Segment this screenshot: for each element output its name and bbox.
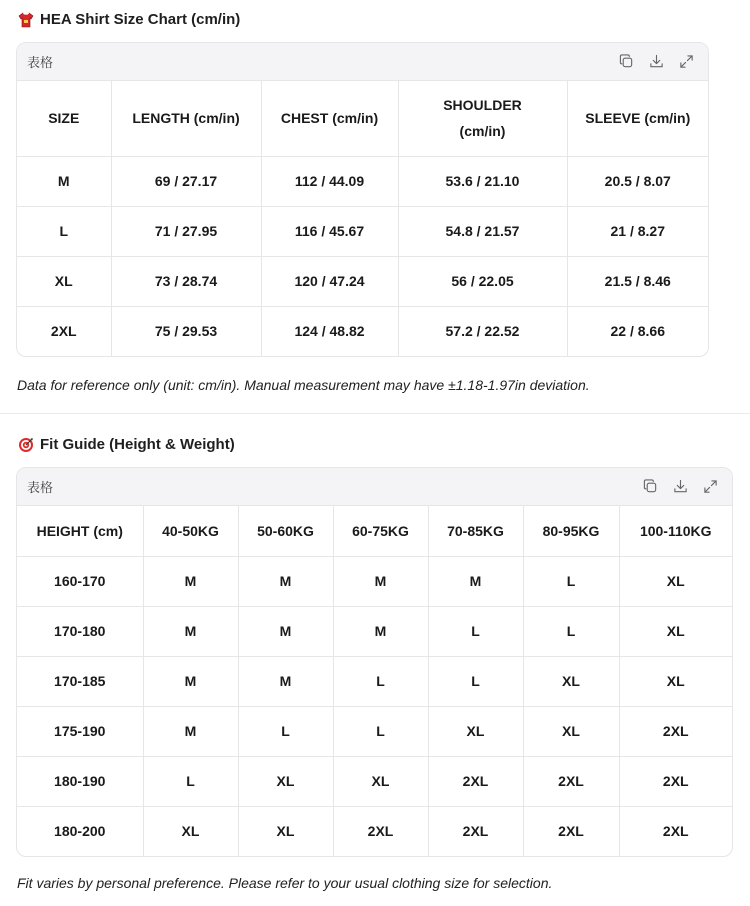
download-icon[interactable]	[672, 479, 688, 495]
column-header: 60-75KG	[333, 506, 428, 556]
size-chart-table	[17, 81, 708, 356]
table-header-row	[17, 506, 732, 556]
column-header: SLEEVE (cm/in)	[567, 81, 708, 156]
column-header: SIZE	[17, 81, 111, 156]
section-divider	[0, 413, 750, 414]
table-cell: 21.5 / 8.46	[567, 256, 708, 306]
table-cell: 2XL	[523, 806, 619, 856]
table-row	[17, 306, 708, 356]
table-row	[17, 256, 708, 306]
table-cell: XL	[143, 806, 238, 856]
table-cell: L	[523, 556, 619, 606]
table-cell: M	[143, 656, 238, 706]
table-cell: 2XL	[428, 756, 523, 806]
fit-guide-table	[17, 506, 732, 856]
column-header: 50-60KG	[238, 506, 333, 556]
column-header: HEIGHT (cm)	[17, 506, 143, 556]
table-cell: L	[333, 656, 428, 706]
table-row	[17, 756, 732, 806]
table-row	[17, 606, 732, 656]
table-cell: M	[428, 556, 523, 606]
table-cell: M	[143, 606, 238, 656]
table-cell: L	[523, 606, 619, 656]
table-cell: 180-200	[17, 806, 143, 856]
table-row	[17, 556, 732, 606]
table-cell: XL	[238, 806, 333, 856]
table-cell: L	[238, 706, 333, 756]
fit-guide-card	[16, 467, 733, 857]
table-cell: M	[238, 606, 333, 656]
table-cell: 2XL	[619, 706, 732, 756]
table-cell: 75 / 29.53	[111, 306, 261, 356]
table-cell: XL	[619, 656, 732, 706]
table-cell: 124 / 48.82	[261, 306, 398, 356]
table-cell: M	[17, 156, 111, 206]
table-cell: L	[428, 656, 523, 706]
column-header: CHEST (cm/in)	[261, 81, 398, 156]
table-cell: 20.5 / 8.07	[567, 156, 708, 206]
table-cell: XL	[238, 756, 333, 806]
table-cell: 170-185	[17, 656, 143, 706]
table-cell: L	[428, 606, 523, 656]
table-cell: XL	[619, 556, 732, 606]
table-cell: XL	[428, 706, 523, 756]
column-header: 40-50KG	[143, 506, 238, 556]
table-cell: L	[143, 756, 238, 806]
table-cell: L	[333, 706, 428, 756]
fit-guide-heading	[18, 436, 235, 453]
copy-icon[interactable]	[618, 54, 634, 70]
table-header-row	[17, 81, 708, 156]
table-cell: 53.6 / 21.10	[398, 156, 567, 206]
table-cell: 120 / 47.24	[261, 256, 398, 306]
download-icon[interactable]	[648, 54, 664, 70]
table-cell: 112 / 44.09	[261, 156, 398, 206]
column-header: LENGTH (cm/in)	[111, 81, 261, 156]
table-cell: 56 / 22.05	[398, 256, 567, 306]
table-cell: 57.2 / 22.52	[398, 306, 567, 356]
column-header-text: SHOULDER (cm/in)	[443, 97, 522, 140]
size-chart-heading	[18, 11, 240, 28]
column-header	[398, 81, 567, 156]
table-cell: 2XL	[17, 306, 111, 356]
table-cell: 73 / 28.74	[111, 256, 261, 306]
table-cell: 2XL	[333, 806, 428, 856]
shirt-icon	[18, 12, 34, 28]
table-cell: 69 / 27.17	[111, 156, 261, 206]
table-row	[17, 706, 732, 756]
table-cell: XL	[523, 706, 619, 756]
table-cell: 71 / 27.95	[111, 206, 261, 256]
table-cell: M	[238, 656, 333, 706]
table-cell: XL	[523, 656, 619, 706]
table-cell: 21 / 8.27	[567, 206, 708, 256]
table-cell: M	[143, 706, 238, 756]
table-cell: 22 / 8.66	[610, 323, 665, 340]
size-chart-title: HEA Shirt Size Chart (cm/in)	[40, 11, 241, 28]
fit-guide-toolbar	[17, 468, 732, 506]
fit-guide-note: Fit varies by personal preference. Please refer to your usual clothing size for selection.	[17, 875, 553, 891]
table-cell: M	[143, 556, 238, 606]
size-chart-note: Data for reference only (unit: cm/in). Manual measurement may have ±1.18-1.97in deviation.	[17, 377, 590, 393]
size-chart-toolbar	[17, 43, 708, 81]
table-label: 表格	[27, 481, 54, 496]
table-cell: M	[333, 556, 428, 606]
table-cell: 160-170	[17, 556, 143, 606]
fit-guide-title: Fit Guide (Height & Weight)	[40, 436, 235, 453]
table-row	[17, 156, 708, 206]
table-label: 表格	[27, 56, 54, 71]
table-row	[17, 206, 708, 256]
column-header: 80-95KG	[523, 506, 619, 556]
table-cell: XL	[619, 606, 732, 656]
size-chart-card	[16, 42, 709, 357]
table-cell: M	[238, 556, 333, 606]
table-row	[17, 656, 732, 706]
table-cell: 175-190	[17, 706, 143, 756]
table-cell: M	[333, 606, 428, 656]
toolbar-actions	[618, 54, 694, 70]
expand-icon[interactable]	[702, 479, 718, 495]
table-cell: 170-180	[17, 606, 143, 656]
table-cell: 180-190	[17, 756, 143, 806]
table-cell: 2XL	[619, 756, 732, 806]
table-cell: 2XL	[428, 806, 523, 856]
toolbar-actions	[642, 479, 718, 495]
table-cell: XL	[333, 756, 428, 806]
table-cell: XL	[17, 256, 111, 306]
column-header: 70-85KG	[428, 506, 523, 556]
expand-icon[interactable]	[678, 54, 694, 70]
table-row	[17, 806, 732, 856]
table-cell: 2XL	[523, 756, 619, 806]
table-cell: 116 / 45.67	[261, 206, 398, 256]
copy-icon[interactable]	[642, 479, 658, 495]
table-cell: 54.8 / 21.57	[398, 206, 567, 256]
table-cell: L	[17, 206, 111, 256]
table-cell: 2XL	[662, 823, 689, 840]
column-header: 100-110KG	[619, 506, 732, 556]
target-icon	[18, 437, 34, 453]
